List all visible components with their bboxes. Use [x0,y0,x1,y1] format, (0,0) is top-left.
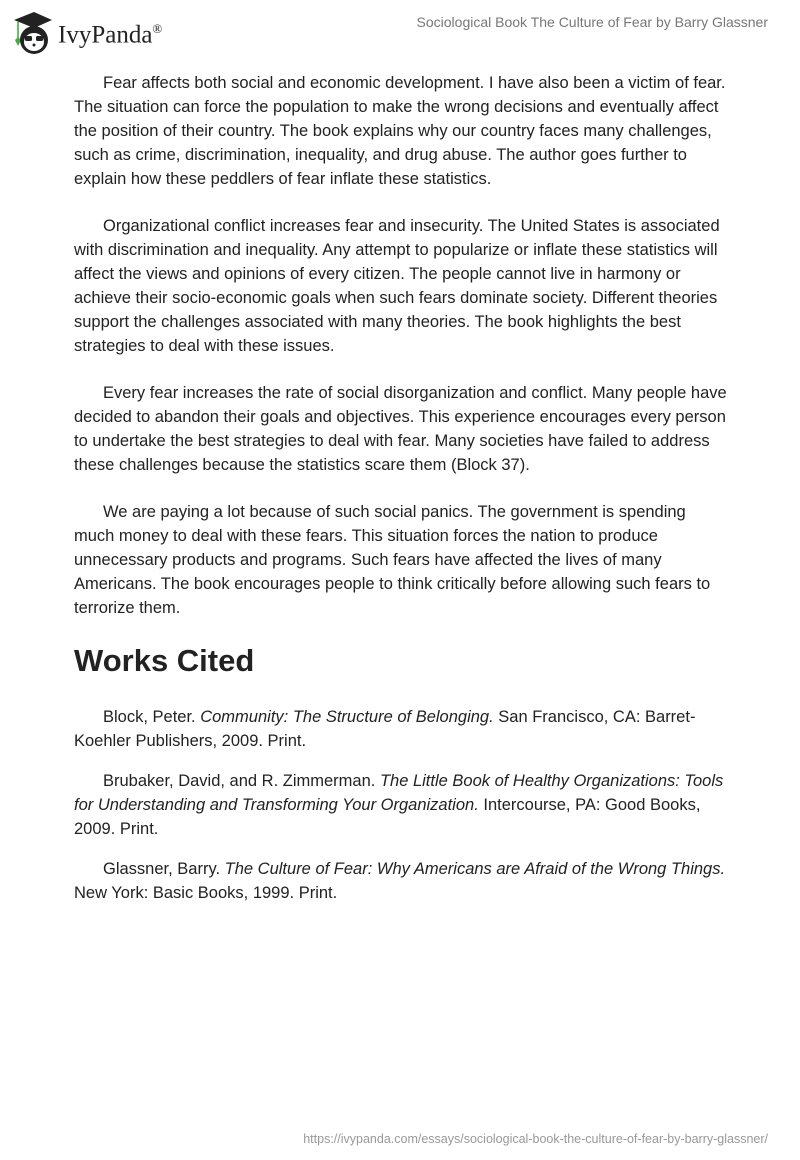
document-title: Sociological Book The Culture of Fear by Barry Glassner [416,14,768,30]
works-cited-heading: Works Cited [74,643,255,678]
source-url[interactable]: https://ivypanda.com/essays/sociological-book-the-culture-of-fear-by-barry-glassner/ [303,1132,768,1146]
paragraph: Organizational conflict increases fear and insecurity. The United States is associated with discrimination and inequality. Any attempt to popularize or inflate these statistics will affect the views and opinions of every citizen. The people cannot live in harmony or achieve their socio-economic goals when such fears dominate society. Different theories support the challenges associated with many theories. The book highlights the best strategies to deal with these issues. [74,217,720,355]
essay-body [74,71,730,921]
panda-graduate-icon [12,8,52,56]
paragraph: Every fear increases the rate of social disorganization and conflict. Many people have decided to abandon their goals and objectives. This experience encourages every person to undertake the best strategies to deal with fear. Many societies have failed to address these challenges because the statistics scare them (Block 37). [74,384,727,474]
citation: Block, Peter. Community: The Structure of Belonging. San Francisco, CA: Barret-Koehler Publishers, 2009. Print. [74,708,696,750]
ivypanda-logo[interactable] [12,8,162,56]
citation: Brubaker, David, and R. Zimmerman. The Little Book of Healthy Organizations: Tools for Understanding and Transforming Your Organization. Intercourse, PA: Good Books, 2009. Print. [74,772,724,838]
logo-text: IvyPanda® [58,20,163,49]
paragraph: Fear affects both social and economic development. I have also been a victim of fear. The situation can force the population to make the wrong decisions and eventually affect the position of their country. The book explains why our country faces many challenges, such as crime, discrimination, inequality, and drug abuse. The author goes further to explain how these peddlers of fear inflate these statistics. [74,74,726,188]
works-cited-list [74,705,730,905]
citation: Glassner, Barry. The Culture of Fear: Why Americans are Afraid of the Wrong Things. New York: Basic Books, 1999. Print. [74,860,726,902]
paragraph: We are paying a lot because of such social panics. The government is spending much money to deal with these fears. This situation forces the nation to produce unnecessary products and programs. Such fears have affected the lives of many Americans. The book encourages people to think critically before allowing such fears to terrorize them. [74,503,711,617]
